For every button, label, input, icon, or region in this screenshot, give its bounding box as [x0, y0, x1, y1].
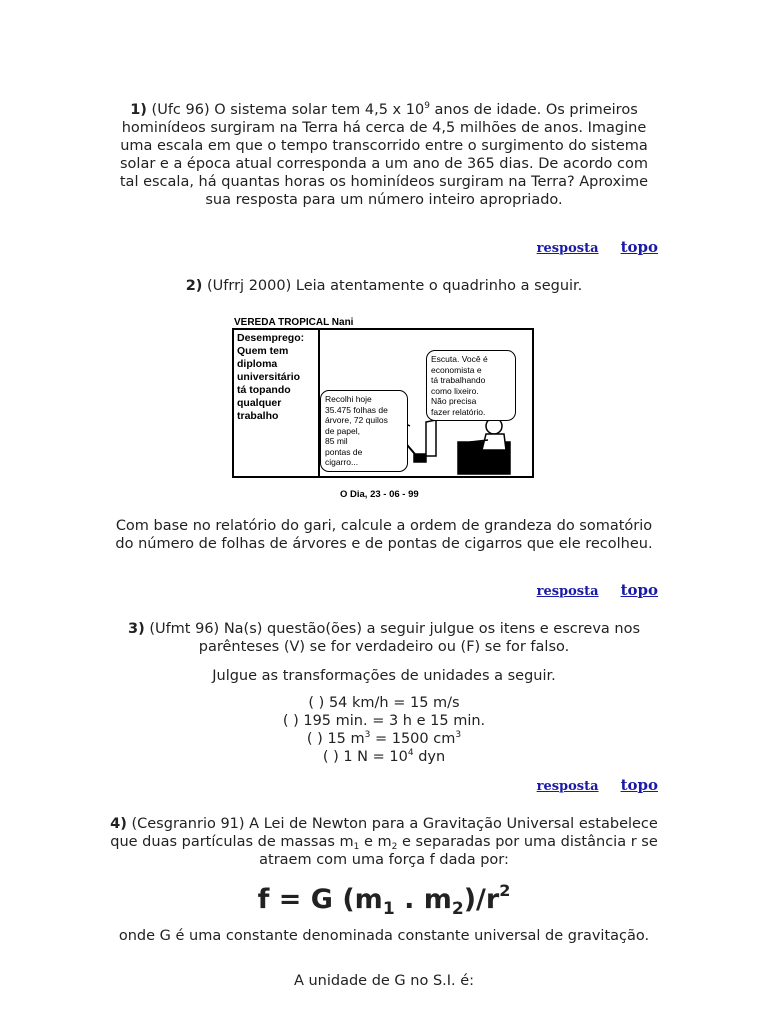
comic-caption: O Dia, 23 - 06 - 99 — [340, 489, 419, 500]
comic-panel-1-text: Desemprego: Quem tem diploma universitário tá topando qualquer trabalho — [237, 332, 305, 422]
formula-text: )/r — [463, 884, 500, 915]
resposta-link[interactable]: resposta — [536, 241, 599, 256]
topo-link[interactable]: topo — [620, 776, 658, 794]
question-3 — [110, 620, 658, 656]
resposta-link[interactable]: resposta — [536, 584, 599, 599]
subscript: 1 — [353, 842, 360, 852]
comic-panel-1 — [234, 330, 320, 476]
question-text: O sistema solar tem 4,5 x 10 — [214, 102, 425, 118]
exponent: 3 — [364, 730, 371, 740]
speech-bubble-gari: Recolhi hoje 35.475 folhas de árvore, 72 quilos de papel, 85 mil pontas de cigarro... — [320, 390, 408, 472]
question-text: e separadas por uma distância r se atraem com uma força f dada por: — [259, 834, 658, 868]
question-text: Na(s) questão(ões) a seguir julgue os itens e escreva nos parênteses (V) se for verdadeiro ou (F) se for falso. — [198, 621, 641, 655]
comic-strip — [232, 314, 536, 500]
exponent: 4 — [407, 748, 414, 758]
item-text: = 1500 cm — [370, 731, 456, 747]
comic-title: VEREDA TROPICAL Nani — [234, 317, 354, 328]
item-text: ( ) 15 m — [306, 731, 365, 747]
question-number: 2) — [185, 278, 203, 294]
links-row — [110, 238, 658, 258]
item-text: dyn — [413, 749, 446, 765]
question-source: (Ufrrj 2000) — [207, 278, 292, 294]
question-text: A Lei de Newton para a Gravitação Universal estabelece que duas partículas de massas m — [110, 816, 658, 850]
topo-link[interactable]: topo — [620, 238, 658, 256]
question-number: 1) — [130, 102, 147, 118]
comic-frame — [232, 328, 534, 478]
question-3-items — [110, 694, 658, 766]
formula-text: f = G (m — [257, 884, 383, 915]
question-2 — [110, 277, 658, 295]
item: ( ) 54 km/h = 15 m/s — [308, 695, 460, 711]
question-text: Com base no relatório do gari, calcule a ordem de grandeza do somatório do número de folhas de árvores e de pontas de cigarros que ele recolheu. — [115, 518, 653, 552]
formula — [110, 881, 658, 919]
exponent: 3 — [455, 730, 462, 740]
question-3-intro: Julgue as transformações de unidades a seguir. — [212, 668, 556, 684]
exponent: 9 — [424, 101, 430, 111]
boss-figure — [458, 418, 510, 474]
question-text: Leia atentamente o quadrinho a seguir. — [295, 278, 583, 294]
formula-text: . m — [394, 884, 452, 915]
question-source: (Ufc 96) — [151, 102, 210, 118]
subscript: 1 — [382, 899, 395, 919]
question-source: (Cesgranrio 91) — [131, 816, 245, 832]
topo-link[interactable]: topo — [620, 581, 658, 599]
question-4-unit: A unidade de G no S.I. é: — [293, 973, 475, 989]
question-4-after: onde G é uma constante denominada constante universal de gravitação. — [118, 928, 650, 944]
question-2-body — [110, 517, 658, 553]
links-row — [110, 776, 658, 796]
item — [110, 748, 658, 766]
question-text: e m — [359, 834, 392, 850]
speech-bubble-boss: Escuta. Você é economista e tá trabalhando como lixeiro. Não precisa fazer relatório. — [426, 350, 516, 421]
item: ( ) 195 min. = 3 h e 15 min. — [282, 713, 486, 729]
question-source: (Ufmt 96) — [149, 621, 220, 637]
subscript: 2 — [451, 899, 464, 919]
question-text: anos de idade. Os primeiros hominídeos surgiram na Terra há cerca de 4,5 milhões de anos. Imagine uma escala em que o tempo transcorrido entre o surgimento do sistema solar e a época atual corresponda a um ano de 365 dias. De acordo com tal escala, há quantas horas os hominídeos surgiram na Terra? Aproxime sua resposta para um número inteiro apropriado. — [119, 102, 649, 208]
subscript: 2 — [391, 842, 398, 852]
question-number: 4) — [110, 816, 127, 832]
item — [110, 730, 658, 748]
question-number: 3) — [127, 621, 145, 637]
links-row — [110, 581, 658, 601]
item-text: ( ) 1 N = 10 — [322, 749, 408, 765]
resposta-link[interactable]: resposta — [536, 779, 599, 794]
question-4 — [110, 815, 658, 869]
question-1 — [110, 101, 658, 209]
exponent: 2 — [499, 881, 511, 900]
